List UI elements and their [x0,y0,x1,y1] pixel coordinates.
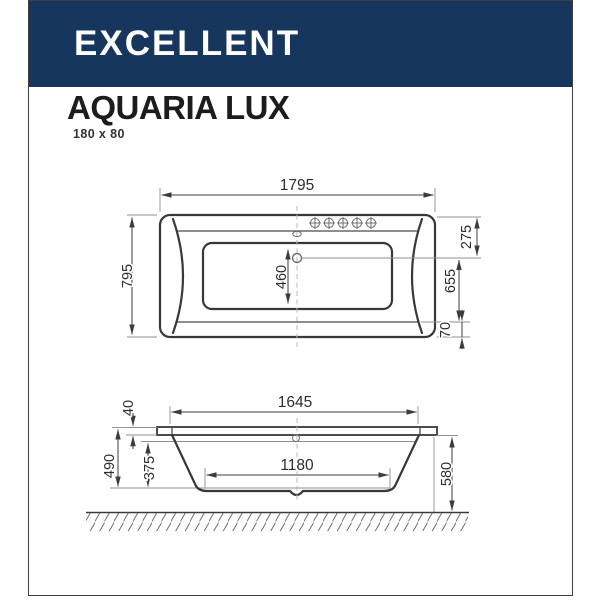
side-view [86,394,469,531]
plan-dim-width: 795 [120,263,136,289]
plan-view [120,177,481,349]
drain-notch-side [290,491,303,495]
side-dim-inner-depth: 375 [142,455,158,481]
side-dim-total-height: 580 [439,461,455,487]
plan-dim-length: 1795 [279,177,315,194]
plan-dim-top-to-drain: 275 [459,224,475,250]
side-dim-rim-thickness: 40 [121,399,137,417]
product-size: 180 x 80 [73,127,125,141]
side-dim-base-length: 1180 [280,457,314,474]
tub-wall-left-side [172,435,290,491]
side-dim-shell-height: 490 [102,453,118,479]
tub-wall-right-side [303,435,419,491]
ground-hatch [86,513,468,531]
side-dim-rim-length: 1645 [277,394,313,411]
plan-dim-drain-to-rim: 655 [443,268,459,294]
plan-dim-basin: 460 [274,264,290,290]
product-name: AQUARIA LUX [67,89,290,126]
brand-logo: EXCELLENT [74,24,301,63]
plan-dim-rim-edge: 70 [438,321,454,339]
